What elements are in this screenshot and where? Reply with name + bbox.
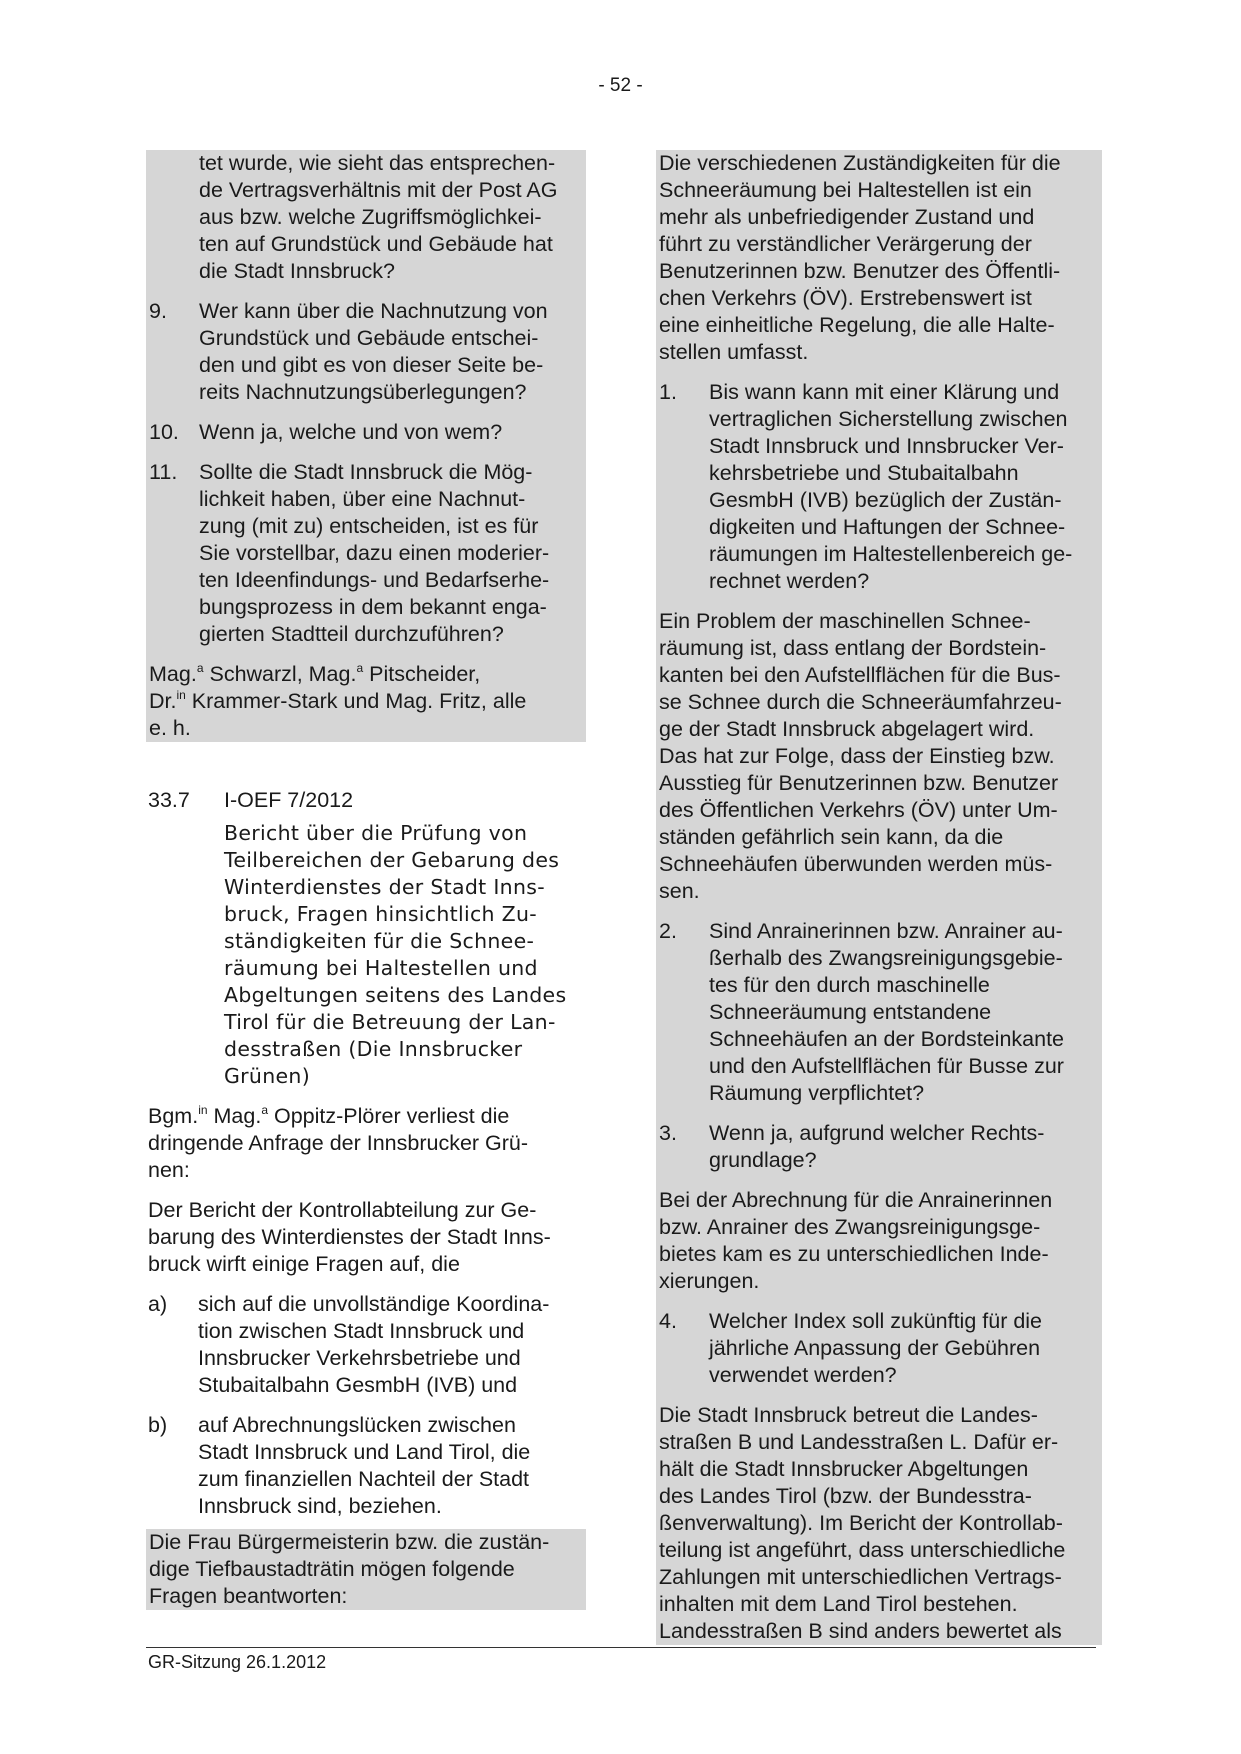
point-b: b) auf Abrechnungslücken zwischen Stadt Innsbruck und Land Tirol, die zum finanziellen Nachteil der Stadt Innsbruck sind, beziehen.: [148, 1413, 531, 1518]
paragraph-problem: Ein Problem der maschinellen Schnee- räumung ist, dass entlang der Bordstein- kanten bei den Aufstellflächen für die Bus- se Schnee durch die Schneeräumfahrzeu- ge der Stadt Innsbruck abgelagert wird. Das hat zur Folge, dass der Einstieg bzw. Ausstieg für Benutzerinnen bzw. Benutzer des Öffentlichen Verkehrs (ÖV) unter Um- ständen gefährlich sein kann, da die Schneehäufen überwunden werden müs- sen.: [659, 609, 1062, 903]
question-3: 3. Wenn ja, aufgrund welcher Rechts- grundlage?: [659, 1121, 1045, 1172]
section-number: 33.7: [148, 788, 190, 812]
footer-text: GR-Sitzung 26.1.2012: [148, 1652, 327, 1672]
section-title: Bericht über die Prüfung von Teilbereichen der Gebarung des Winterdienstes der Stadt Inns- bruck, Fragen hinsichtlich Zu- ständigkeiten für die Schnee- räumung bei Haltestellen und Abgeltungen seitens des Landes Tirol für die Betreuung der Lan- desstraßen (Die Innsbrucker Grünen): [224, 821, 567, 1088]
intro-paragraph: Bgm.$^{in}$ Mag.$^a$ Oppitz-Plörer verliest die dringende Anfrage der Innsbrucker Grü- nen:: [148, 1103, 529, 1182]
question-item-9: 9. Wer kann über die Nachnutzung von Grundstück und Gebäude entschei- den und gibt es von dieser Seite be- reits Nachnutzungsüberlegungen?: [149, 299, 548, 404]
paragraph-billing: Bei der Abrechnung für die Anrainerinnen bzw. Anrainer des Zwangsreinigungsge- bietes kam es zu unterschiedlichen Inde- xierungen.: [659, 1188, 1053, 1293]
signature: Mag.$^a$ Schwarzl, Mag.$^a$ Pitscheider, Dr.$^{in}$ Krammer-Stark und Mag. Fritz, alle e. h.: [149, 661, 527, 740]
question-1: 1. Bis wann kann mit einer Klärung und vertraglichen Sicherstellung zwischen Stadt Innsbruck und Innsbrucker Ver- kehrsbetriebe und Stubaitalbahn GesmbH (IVB) bezüglich der Zustän- digkeiten und Haftungen der Schnee- räumungen im Haltestellenbereich ge- rechnet werden?: [659, 380, 1073, 593]
section-heading: [146, 787, 586, 1090]
question-4: 4. Welcher Index soll zukünftig für die jährliche Anpassung der Gebühren verwendet werden?: [659, 1309, 1043, 1387]
questions-intro-box: Die Frau Bürgermeisterin bzw. die zustän- dige Tiefbaustadträtin mögen folgende Fragen beantworten:: [146, 1529, 586, 1610]
paragraph-state-roads: Die Stadt Innsbruck betreut die Landes- straßen B und Landesstraßen L. Dafür er- hält die Stadt Innsbrucker Abgeltungen des Landes Tirol (bzw. der Bundesstra- ßenverwaltung). Im Bericht der Kontrollab- teilung ist angeführt, dass unterschiedliche Zahlungen mit unterschiedlichen Vertrags- inhalten mit dem Land Tirol bestehen. Landesstraßen B sind anders bewertet als: [659, 1403, 1066, 1643]
footer-divider: [146, 1647, 1096, 1648]
report-paragraph: Der Bericht der Kontrollabteilung zur Ge- barung des Winterdienstes der Stadt Inns- bruck wirft einige Fragen auf, die: [148, 1198, 551, 1276]
page-number: - 52 -: [598, 75, 643, 96]
section-code: I-OEF 7/2012: [224, 788, 354, 812]
question-item-10: 10. Wenn ja, welche und von wem?: [149, 420, 503, 444]
left-column: [146, 150, 586, 1610]
right-column: [656, 150, 1102, 1645]
paragraph-responsibilities: Die verschiedenen Zuständigkeiten für die Schneeräumung bei Haltestellen ist ein mehr als unbefriedigender Zustand und führt zu verständlicher Verärgerung der Benutzerinnen bzw. Benutzer des Öffentli- chen Verkehrs (ÖV). Erstrebenswert ist eine einheitliche Regelung, die alle Halte- stellen umfasst.: [659, 151, 1061, 364]
question-2: 2. Sind Anrainerinnen bzw. Anrainer au- ßerhalb des Zwangsreinigungsgebie- tes für den durch maschinelle Schneeräumung entstandene Schneehäufen an der Bordsteinkante und den Aufstellflächen für Busse zur Räumung verpflichtet?: [659, 919, 1065, 1105]
continuation-text: tet wurde, wie sieht das entsprechen- de Vertragsverhältnis mit der Post AG aus bzw. welche Zugriffsmöglichkei- ten auf Grundstück und Gebäude hat die Stadt Innsbruck?: [199, 151, 558, 283]
point-a: a) sich auf die unvollständige Koordina- tion zwischen Stadt Innsbruck und Innsbrucker Verkehrsbetriebe und Stubaitalbahn GesmbH (IVB) und: [148, 1292, 550, 1397]
question-item-11: 11. Sollte die Stadt Innsbruck die Mög- lichkeit haben, über eine Nachnut- zung (mit zu) entscheiden, ist es für Sie vorstellbar, dazu einen moderier- ten Ideenfindungs- und Bedarfserhe- bungsprozess in dem bekannt enga- gierten Stadtteil durchzuführen?: [149, 460, 550, 646]
question-box-continued: [146, 150, 586, 742]
